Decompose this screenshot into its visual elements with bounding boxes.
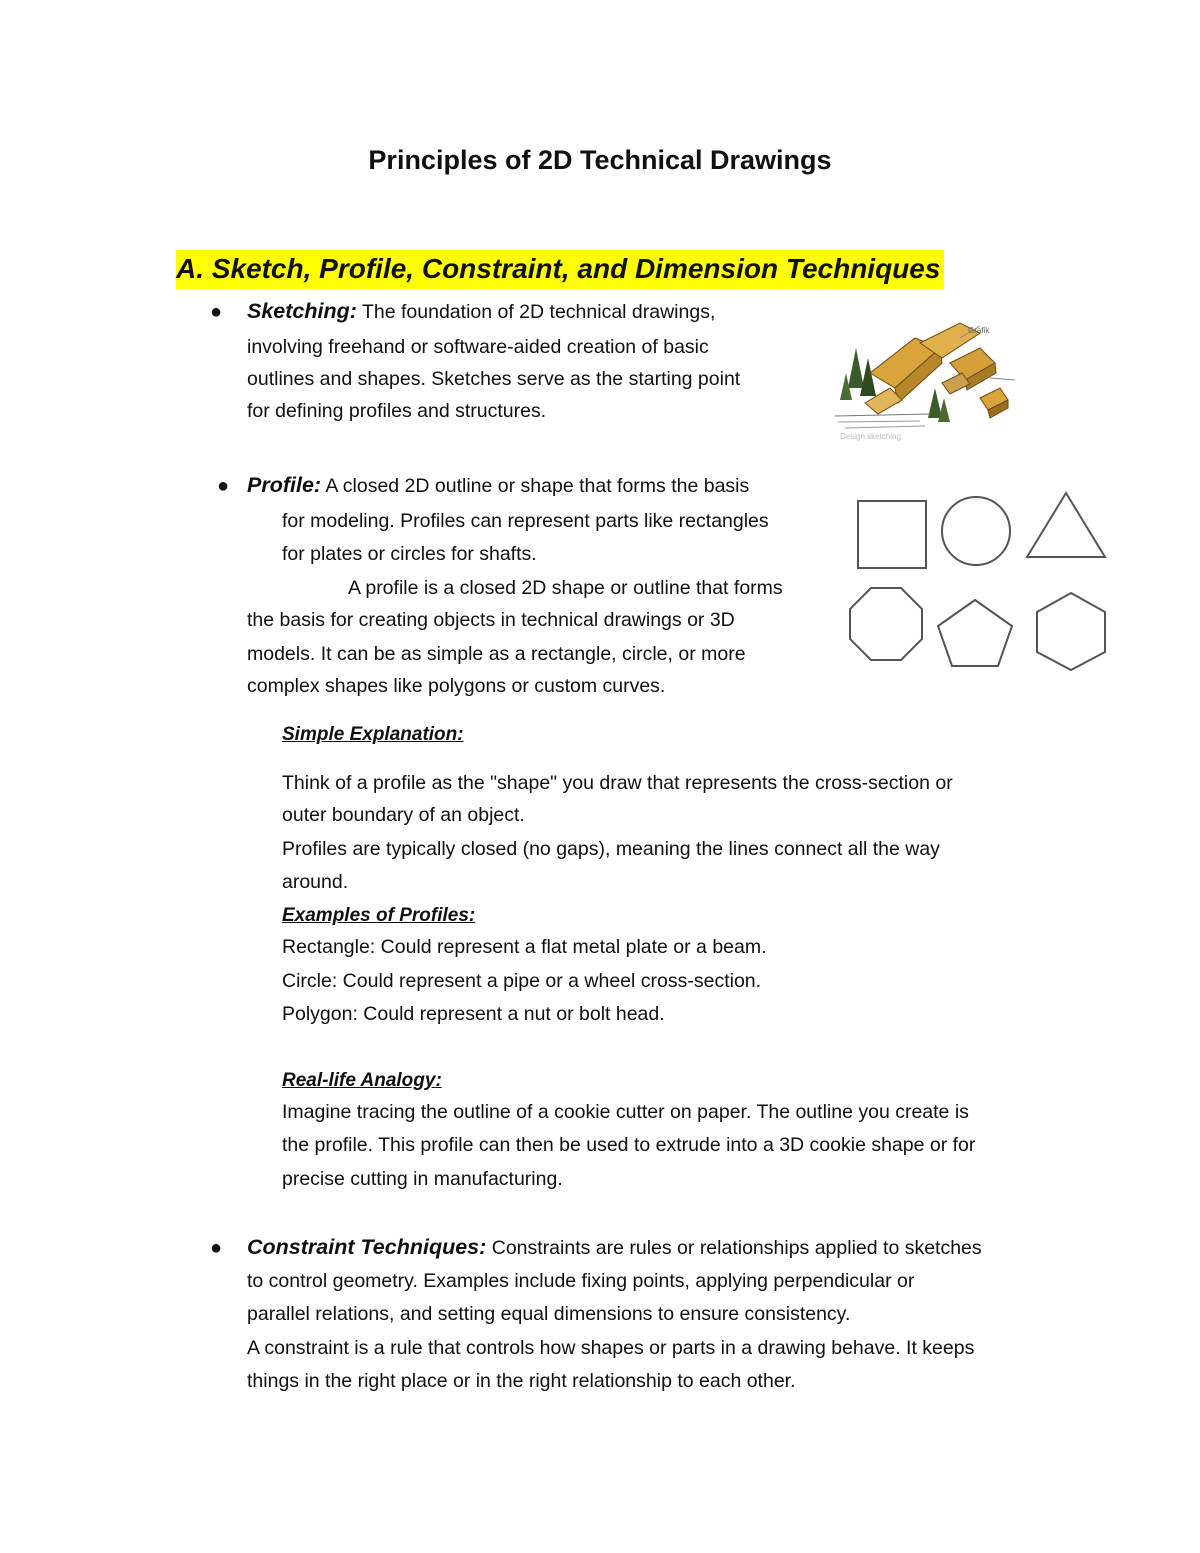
sketch-illustration <box>830 318 1020 446</box>
explanation-line: Think of a profile as the "shape" you draw that represents the cross-section or <box>282 772 953 794</box>
sketch-note: Grafik <box>968 326 990 335</box>
profile-first-line <box>247 473 749 498</box>
constraint-line: Constraints are rules or relationships applied to sketches <box>491 1237 982 1259</box>
bullet-icon: ● <box>210 1237 223 1259</box>
bullet-icon: ● <box>217 475 230 497</box>
bullet-icon: ● <box>210 301 223 323</box>
profile-line: for modeling. Profiles can represent parts like rectangles <box>282 510 769 532</box>
sketching-term: Sketching: <box>247 299 357 323</box>
profile-line: complex shapes like polygons or custom curves. <box>247 675 666 697</box>
simple-explanation-heading: Simple Explanation: <box>282 724 464 745</box>
constraint-line: things in the right place or in the right relationship to each other. <box>247 1370 796 1392</box>
explanation-line: outer boundary of an object. <box>282 804 525 826</box>
explanation-line: Profiles are typically closed (no gaps), meaning the lines connect all the way <box>282 838 940 860</box>
constraint-first-line <box>247 1235 982 1260</box>
constraint-line: parallel relations, and setting equal dimensions to ensure consistency. <box>247 1303 851 1325</box>
sketching-line: for defining profiles and structures. <box>247 400 547 422</box>
square-icon <box>858 501 926 568</box>
profile-line: A closed 2D outline or shape that forms the basis <box>325 475 750 497</box>
profile-shapes <box>845 488 1110 676</box>
sketching-line: outlines and shapes. Sketches serve as the starting point <box>247 368 741 390</box>
profile-line: A profile is a closed 2D shape or outline that forms <box>348 577 783 599</box>
constraint-line: A constraint is a rule that controls how shapes or parts in a drawing behave. It keeps <box>247 1337 975 1359</box>
constraint-term: Constraint Techniques: <box>247 1235 487 1259</box>
profile-line: the basis for creating objects in technical drawings or 3D <box>247 609 735 631</box>
analogy-heading: Real-life Analogy: <box>282 1070 442 1091</box>
sketch-caption: Design sketching <box>840 432 901 441</box>
sketching-first-line <box>247 299 715 324</box>
hexagon-icon <box>1037 593 1105 670</box>
section-heading: A. Sketch, Profile, Constraint, and Dimension Techniques <box>176 250 944 289</box>
profile-line: models. It can be as simple as a rectangle, circle, or more <box>247 643 746 665</box>
profile-line: for plates or circles for shafts. <box>282 543 537 565</box>
analogy-line: the profile. This profile can then be used to extrude into a 3D cookie shape or for <box>282 1134 976 1156</box>
sketch-image-icon <box>830 318 1020 446</box>
constraint-line: to control geometry. Examples include fixing points, applying perpendicular or <box>247 1270 915 1292</box>
analogy-line: precise cutting in manufacturing. <box>282 1168 563 1190</box>
sketching-line: involving freehand or software-aided creation of basic <box>247 336 709 358</box>
example-line: Polygon: Could represent a nut or bolt head. <box>282 1003 665 1025</box>
example-line: Rectangle: Could represent a flat metal plate or a beam. <box>282 936 767 958</box>
page-title: Principles of 2D Technical Drawings <box>368 145 832 175</box>
example-line: Circle: Could represent a pipe or a wheel cross-section. <box>282 970 762 992</box>
octagon-icon <box>850 588 922 660</box>
profile-term: Profile: <box>247 473 322 497</box>
examples-heading: Examples of Profiles: <box>282 905 476 926</box>
triangle-icon <box>1027 493 1105 557</box>
explanation-line: around. <box>282 871 349 893</box>
analogy-line: Imagine tracing the outline of a cookie cutter on paper. The outline you create is <box>282 1101 969 1123</box>
circle-icon <box>942 497 1010 565</box>
sketching-line: The foundation of 2D technical drawings, <box>361 301 716 323</box>
pentagon-icon <box>938 600 1012 666</box>
